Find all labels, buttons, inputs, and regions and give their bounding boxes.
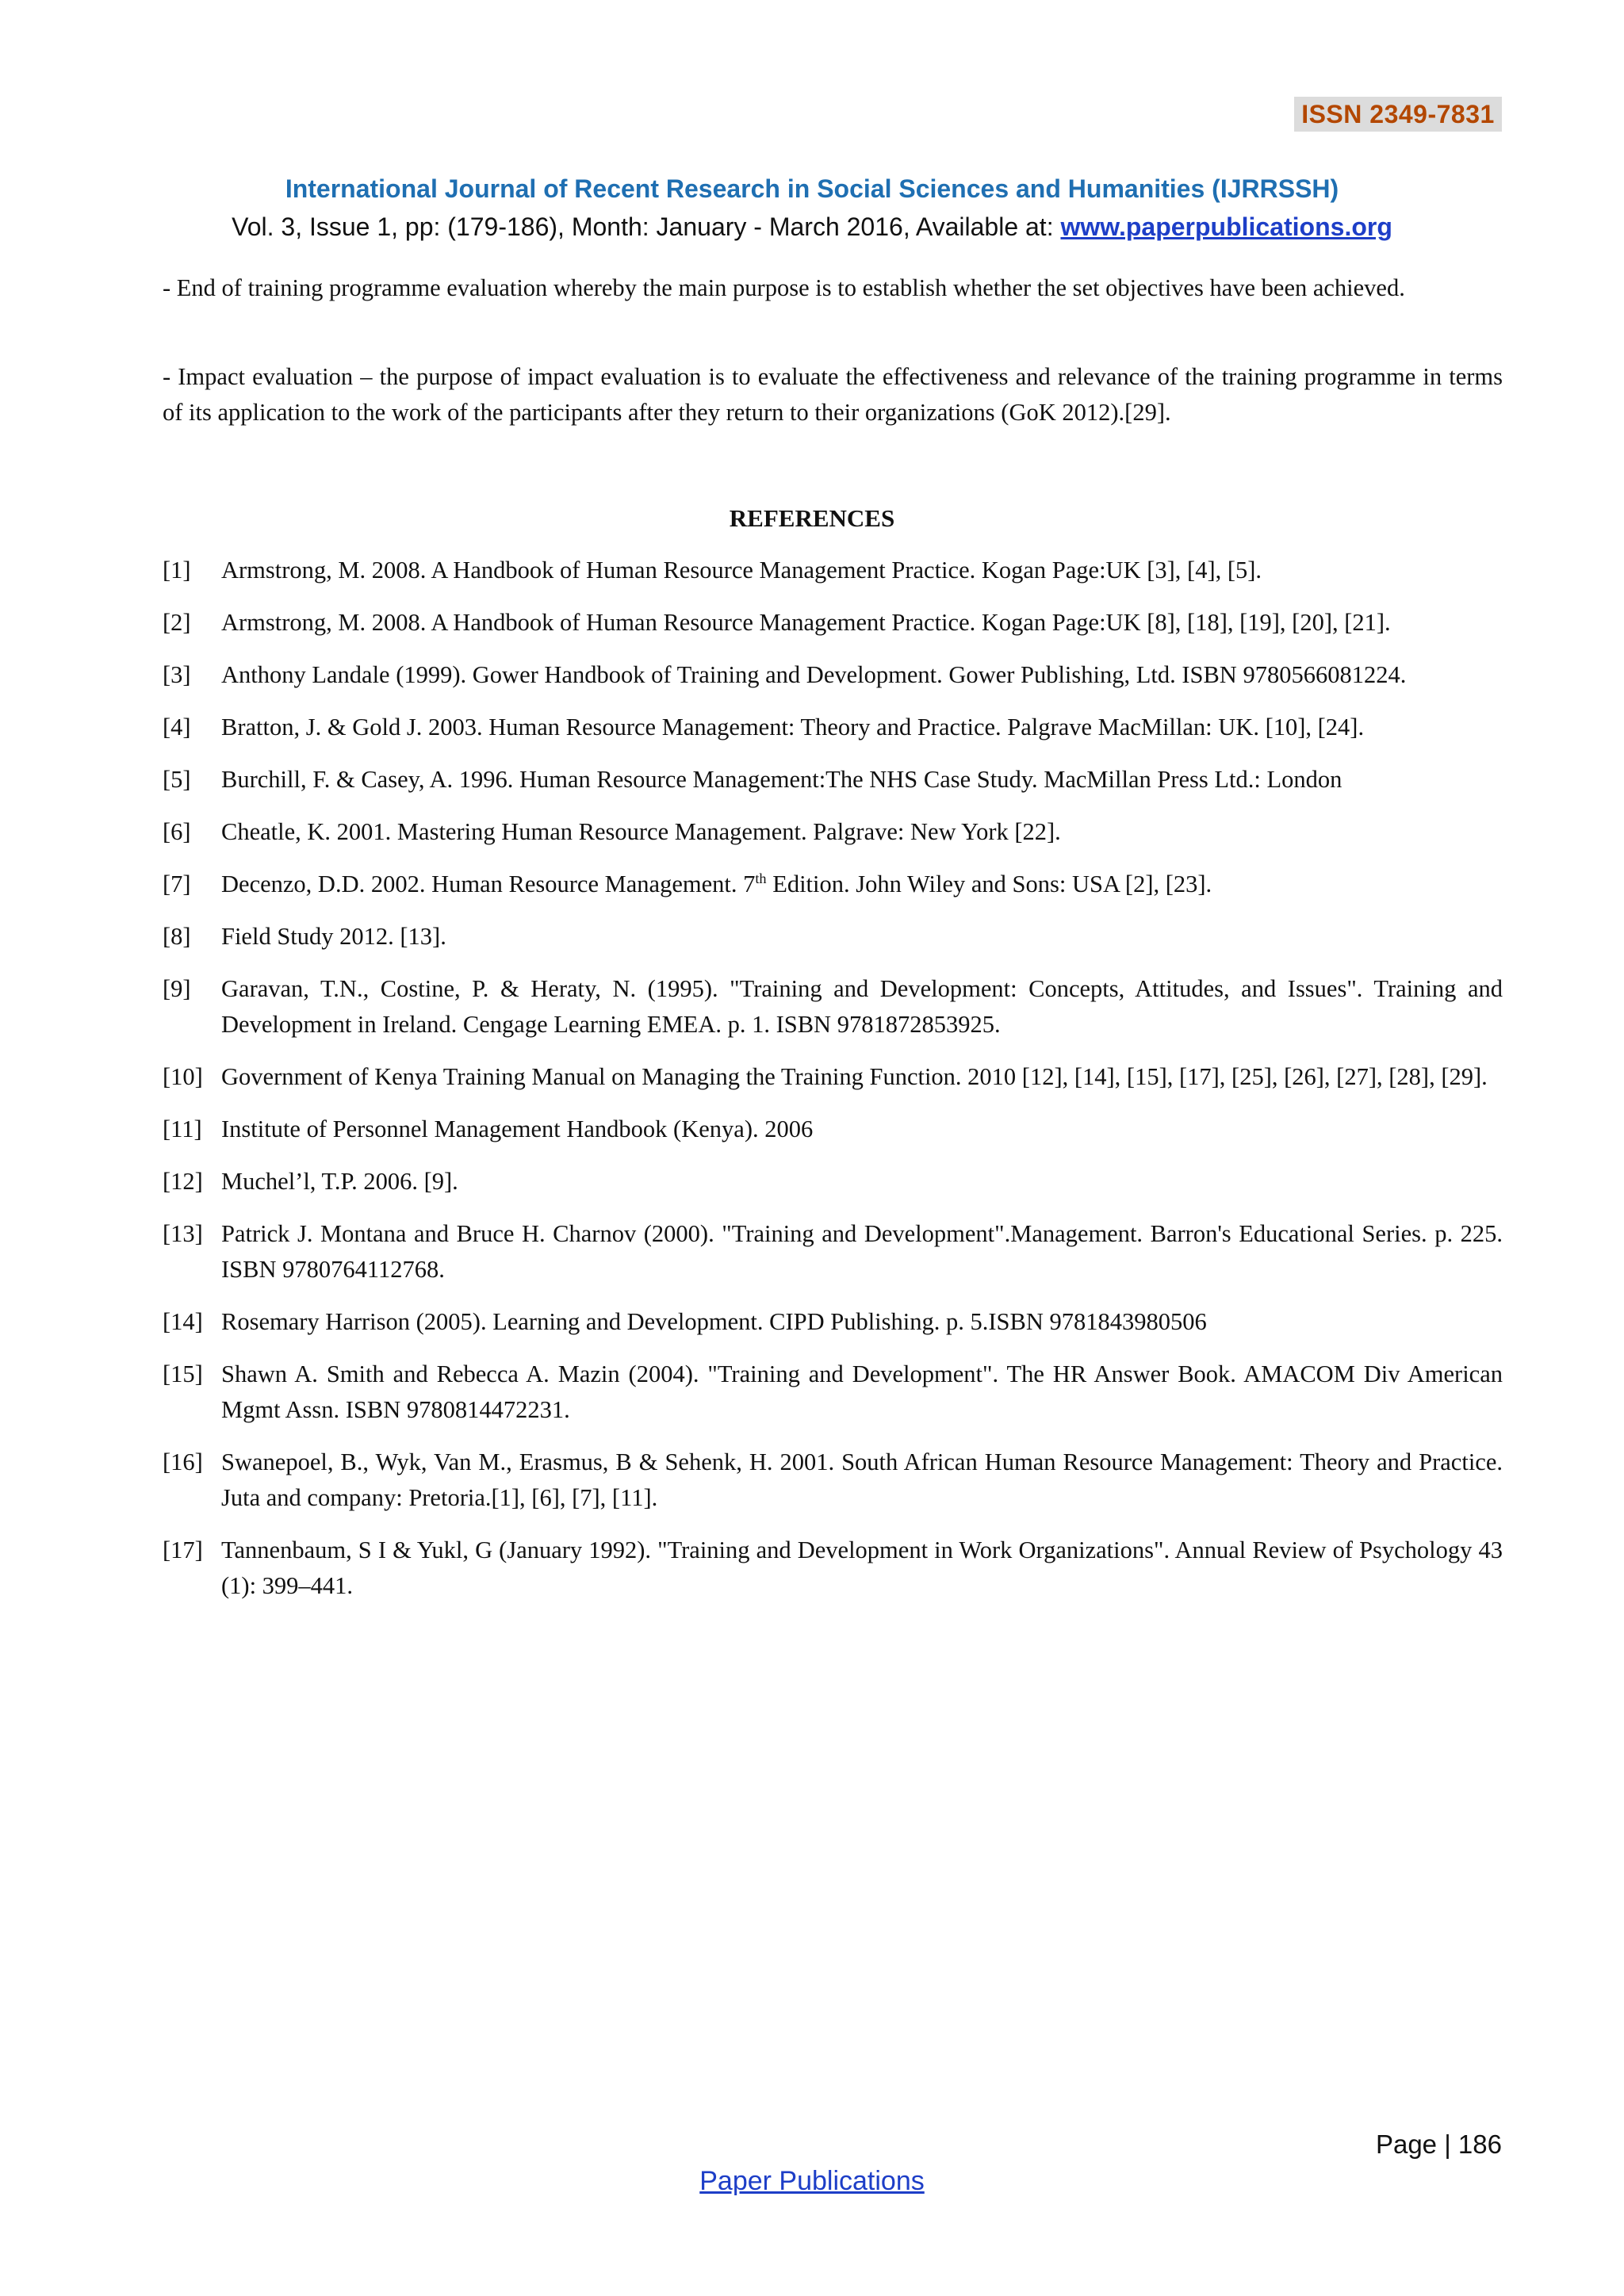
reference-text: Muchel’l, T.P. 2006. [9].	[221, 1168, 458, 1195]
reference-text: Garavan, T.N., Costine, P. & Heraty, N. (1995). "Training and Development: Concepts, Attitudes, and Issues". Training and Development in Ireland. Cengage Learning EMEA. p. 1. ISBN 9781872853925.	[221, 975, 1503, 1038]
paragraph-impact-evaluation: - Impact evaluation – the purpose of impact evaluation is to evaluate the effectiveness and relevance of the training programme in terms of its application to the work of the participants after they return to their organizations (GoK 2012).[29].	[163, 363, 1503, 426]
reference-number: [6]	[163, 818, 191, 845]
reference-number: [8]	[163, 923, 191, 950]
reference-text: Anthony Landale (1999). Gower Handbook of Training and Development. Gower Publishing, Ltd. ISBN 9780566081224.	[221, 661, 1407, 688]
reference-item	[163, 919, 1503, 955]
reference-item	[163, 1533, 1503, 1604]
reference-text: Shawn A. Smith and Rebecca A. Mazin (2004). "Training and Development". The HR Answer Book. AMACOM Div American Mgmt Assn. ISBN 9780814472231.	[221, 1360, 1503, 1423]
reference-number: [11]	[163, 1115, 202, 1142]
reference-number: [7]	[163, 871, 191, 897]
journal-meta	[0, 209, 1624, 244]
reference-number: [1]	[163, 557, 191, 584]
reference-item	[163, 657, 1503, 693]
reference-number: [4]	[163, 714, 191, 740]
reference-item	[163, 971, 1503, 1043]
reference-text: Field Study 2012. [13].	[221, 923, 446, 950]
reference-item	[163, 1445, 1503, 1516]
reference-item	[163, 710, 1503, 745]
publisher-footer-link[interactable]: Paper Publications	[699, 2166, 925, 2196]
journal-title: International Journal of Recent Research in Social Sciences and Humanities (IJRRSSH)	[285, 174, 1339, 203]
reference-item	[163, 605, 1503, 641]
reference-text: Swanepoel, B., Wyk, Van M., Erasmus, B & Sehenk, H. 2001. South African Human Resource Management: Theory and Practice. Juta and company: Pretoria.[1], [6], [7], [11].	[221, 1448, 1503, 1511]
reference-item	[163, 867, 1503, 902]
reference-text: Institute of Personnel Management Handbook (Kenya). 2006	[221, 1115, 814, 1142]
reference-text: Burchill, F. & Casey, A. 1996. Human Resource Management:The NHS Case Study. MacMillan Press Ltd.: London	[221, 766, 1342, 793]
reference-number: [16]	[163, 1448, 203, 1475]
journal-meta-text: Vol. 3, Issue 1, pp: (179-186), Month: January - March 2016, Available at:	[232, 212, 1061, 241]
reference-item	[163, 814, 1503, 850]
reference-item	[163, 1164, 1503, 1200]
reference-number: [15]	[163, 1360, 203, 1387]
issn-badge: ISSN 2349-7831	[1294, 97, 1502, 132]
reference-number: [17]	[163, 1536, 203, 1563]
reference-number: [2]	[163, 609, 191, 636]
reference-item	[163, 1112, 1503, 1147]
reference-text: Patrick J. Montana and Bruce H. Charnov (2000). "Training and Development".Management. Barron's Educational Series. p. 225. ISBN 9780764112768.	[221, 1220, 1503, 1283]
reference-text: Government of Kenya Training Manual on Managing the Training Function. 2010 [12], [14], [15], [17], [25], [26], [27], [28], [29].	[221, 1063, 1488, 1090]
reference-item	[163, 1059, 1503, 1095]
reference-text: Armstrong, M. 2008. A Handbook of Human Resource Management Practice. Kogan Page:UK [8], [18], [19], [20], [21].	[221, 609, 1391, 636]
reference-number: [10]	[163, 1063, 203, 1090]
page-number: Page | 186	[1375, 2130, 1502, 2159]
reference-text: Tannenbaum, S I & Yukl, G (January 1992). "Training and Development in Work Organizations". Annual Review of Psychology 43 (1): 399–441.	[221, 1536, 1503, 1599]
reference-text-part: Decenzo, D.D. 2002. Human Resource Management. 7	[221, 871, 756, 897]
reference-number: [13]	[163, 1220, 203, 1247]
reference-number: [9]	[163, 975, 191, 1002]
reference-text: Rosemary Harrison (2005). Learning and Development. CIPD Publishing. p. 5.ISBN 9781843980506	[221, 1308, 1207, 1335]
references-list	[163, 553, 1503, 1621]
reference-number: [12]	[163, 1168, 203, 1195]
reference-item	[163, 1304, 1503, 1340]
reference-number: [14]	[163, 1308, 203, 1335]
journal-url-link[interactable]: www.paperpublications.org	[1060, 212, 1392, 241]
reference-item	[163, 1216, 1503, 1288]
reference-text: Armstrong, M. 2008. A Handbook of Human Resource Management Practice. Kogan Page:UK [3], [4], [5].	[221, 557, 1262, 584]
reference-text: Bratton, J. & Gold J. 2003. Human Resource Management: Theory and Practice. Palgrave MacMillan: UK. [10], [24].	[221, 714, 1365, 740]
reference-item	[163, 1357, 1503, 1428]
references-heading: REFERENCES	[729, 504, 895, 532]
reference-text: Cheatle, K. 2001. Mastering Human Resource Management. Palgrave: New York [22].	[221, 818, 1061, 845]
reference-item	[163, 762, 1503, 798]
reference-text-part: Edition. John Wiley and Sons: USA [2], [23].	[766, 871, 1212, 897]
reference-number: [3]	[163, 661, 191, 688]
reference-item	[163, 553, 1503, 588]
reference-number: [5]	[163, 766, 191, 793]
reference-text	[221, 867, 1503, 902]
superscript-th: th	[755, 870, 767, 886]
paragraph-end-of-training: - End of training programme evaluation whereby the main purpose is to establish whether the set objectives have been achieved.	[163, 274, 1405, 301]
